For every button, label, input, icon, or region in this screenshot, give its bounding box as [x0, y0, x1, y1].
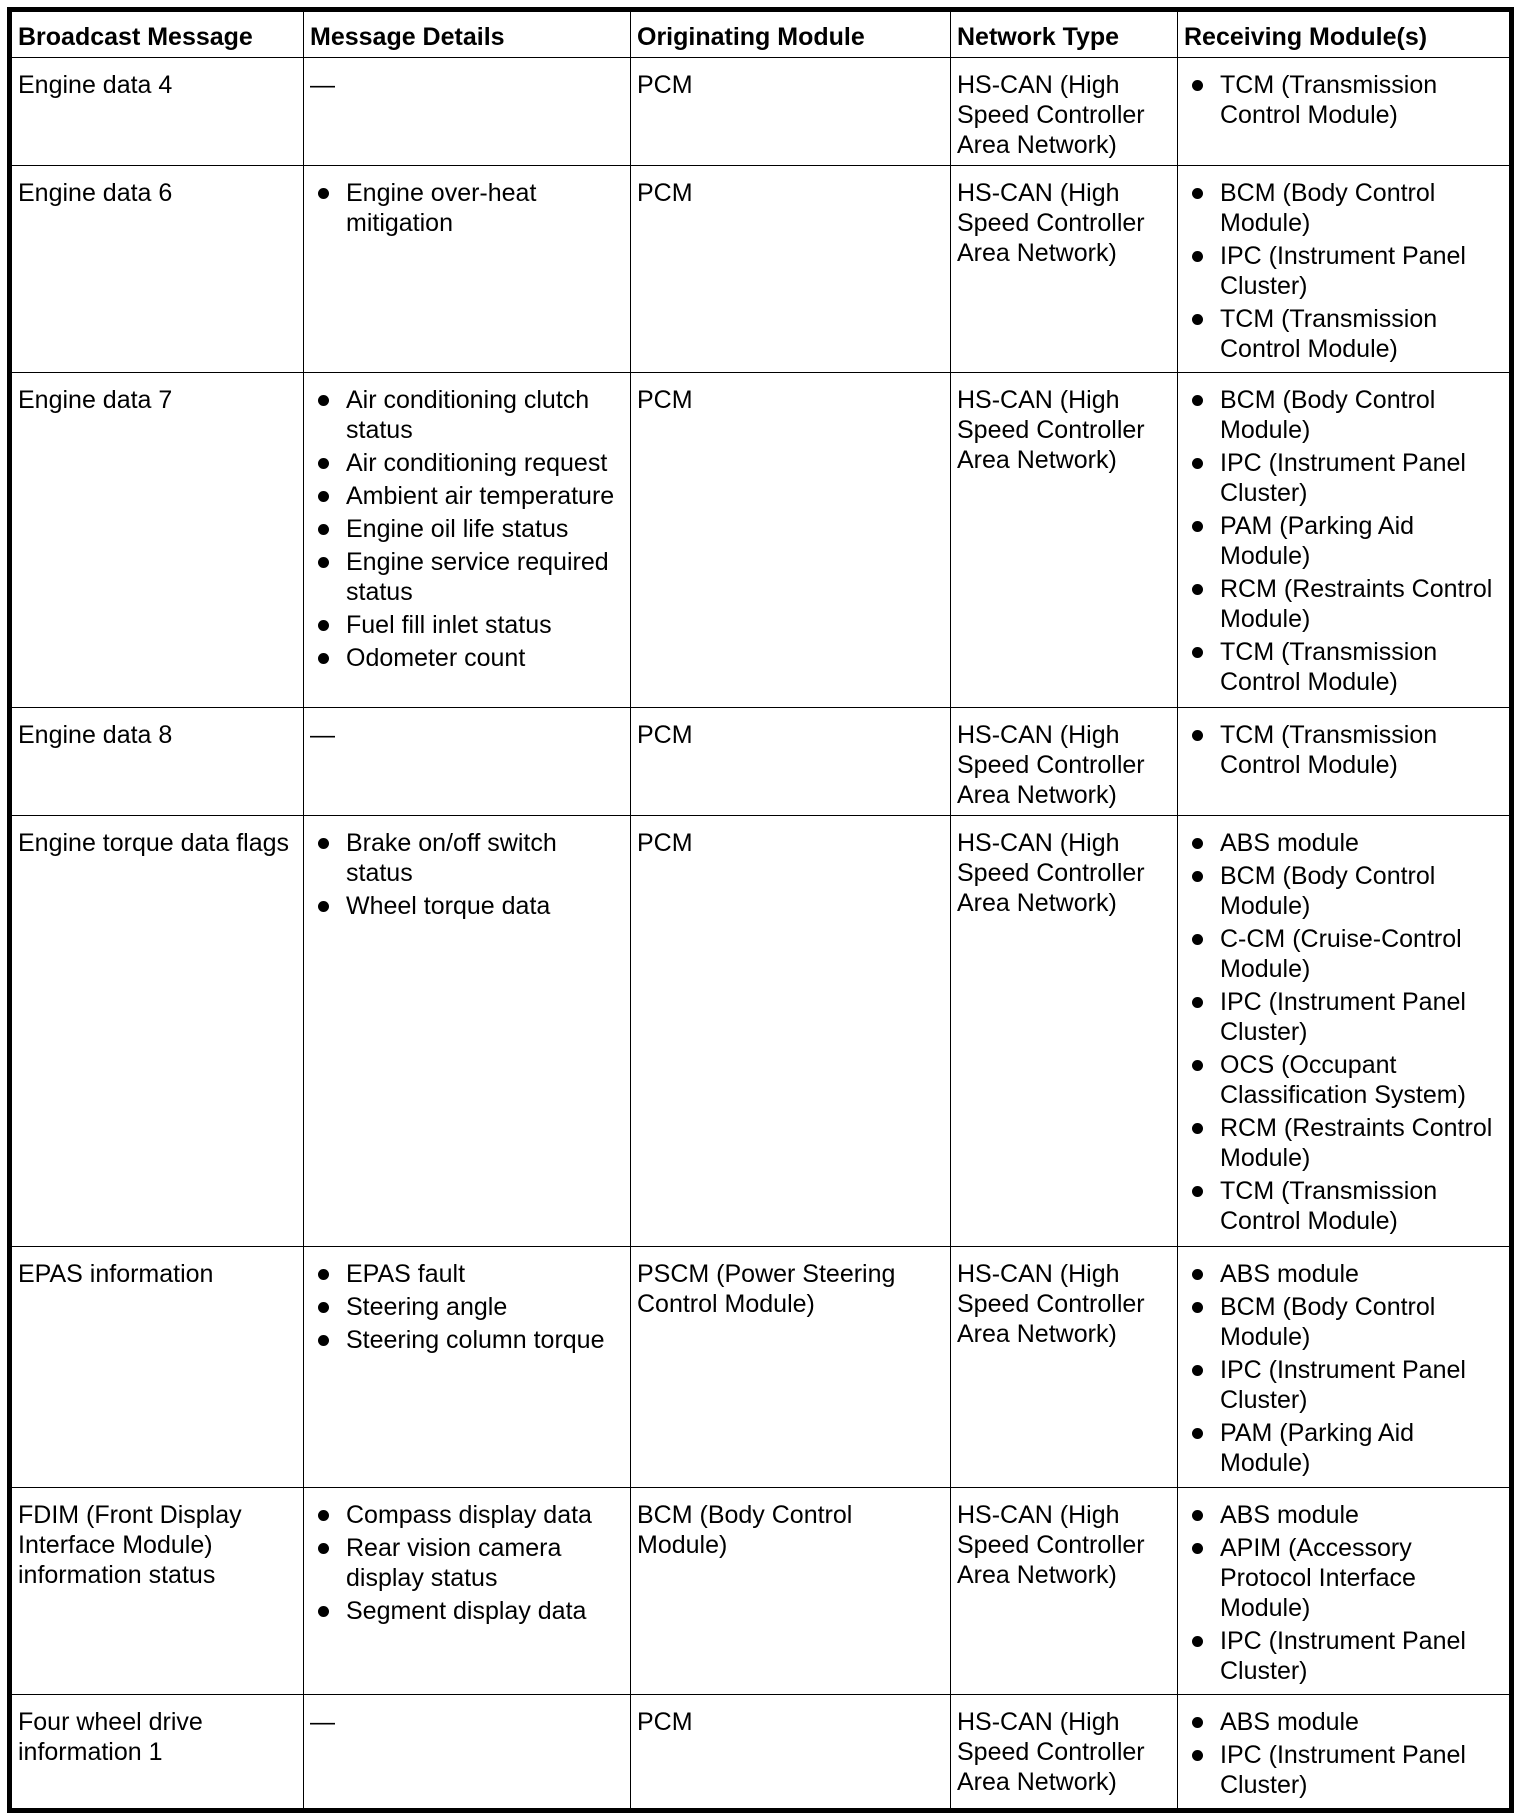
list-item: TCM (Transmission Control Module) — [1220, 70, 1503, 130]
list-item: Fuel fill inlet status — [346, 610, 624, 640]
header-row — [12, 12, 1510, 58]
network-type-cell: HS-CAN (High Speed Controller Area Network) — [951, 1695, 1178, 1809]
list-item: Rear vision camera display status — [346, 1533, 624, 1593]
receiving-modules-cell — [1178, 707, 1510, 815]
list-item: Ambient air temperature — [346, 481, 624, 511]
header-network-type: Network Type — [951, 12, 1178, 58]
originating-module-cell: PCM — [631, 707, 951, 815]
list-item: ABS module — [1220, 1500, 1503, 1530]
table-row — [12, 1487, 1510, 1695]
header-originating-module: Originating Module — [631, 12, 951, 58]
broadcast-message-table — [11, 11, 1510, 1809]
list-item: BCM (Body Control Module) — [1220, 385, 1503, 445]
originating-module-cell: BCM (Body Control Module) — [631, 1487, 951, 1695]
receiving-modules-cell-list — [1184, 1259, 1503, 1478]
receiving-modules-cell — [1178, 1246, 1510, 1487]
list-item: PAM (Parking Aid Module) — [1220, 1418, 1503, 1478]
table-row — [12, 815, 1510, 1246]
list-item: IPC (Instrument Panel Cluster) — [1220, 1740, 1503, 1800]
receiving-modules-cell-list — [1184, 1500, 1503, 1686]
message-details-cell-list — [310, 385, 624, 673]
list-item: PAM (Parking Aid Module) — [1220, 511, 1503, 571]
broadcast-message-cell: Engine data 7 — [12, 373, 304, 707]
empty-dash: — — [310, 720, 335, 749]
broadcast-message-cell: Engine data 8 — [12, 707, 304, 815]
list-item: Engine oil life status — [346, 514, 624, 544]
network-type-cell: HS-CAN (High Speed Controller Area Network) — [951, 815, 1178, 1246]
list-item: Compass display data — [346, 1500, 624, 1530]
message-details-cell — [304, 58, 631, 166]
receiving-modules-cell — [1178, 1695, 1510, 1809]
header-message-details: Message Details — [304, 12, 631, 58]
network-type-cell: HS-CAN (High Speed Controller Area Network) — [951, 1246, 1178, 1487]
receiving-modules-cell-list — [1184, 828, 1503, 1236]
list-item: OCS (Occupant Classification System) — [1220, 1050, 1503, 1110]
table-row — [12, 165, 1510, 373]
table-row — [12, 373, 1510, 707]
broadcast-message-cell: Engine data 4 — [12, 58, 304, 166]
originating-module-cell: PCM — [631, 373, 951, 707]
table-row — [12, 1246, 1510, 1487]
list-item: TCM (Transmission Control Module) — [1220, 720, 1503, 780]
list-item: TCM (Transmission Control Module) — [1220, 1176, 1503, 1236]
list-item: TCM (Transmission Control Module) — [1220, 637, 1503, 697]
broadcast-message-cell: FDIM (Front Display Interface Module) information status — [12, 1487, 304, 1695]
message-details-cell — [304, 1487, 631, 1695]
receiving-modules-cell-list — [1184, 385, 1503, 697]
receiving-modules-cell-list — [1184, 720, 1503, 780]
list-item: ABS module — [1220, 1707, 1503, 1737]
list-item: Air conditioning clutch status — [346, 385, 624, 445]
list-item: Engine service required status — [346, 547, 624, 607]
list-item: Odometer count — [346, 643, 624, 673]
broadcast-message-cell: EPAS information — [12, 1246, 304, 1487]
network-type-cell: HS-CAN (High Speed Controller Area Network) — [951, 165, 1178, 373]
list-item: Wheel torque data — [346, 891, 624, 921]
list-item: Brake on/off switch status — [346, 828, 624, 888]
header-broadcast-message: Broadcast Message — [12, 12, 304, 58]
message-details-cell — [304, 373, 631, 707]
message-details-cell — [304, 815, 631, 1246]
network-type-cell: HS-CAN (High Speed Controller Area Network) — [951, 373, 1178, 707]
list-item: C-CM (Cruise-Control Module) — [1220, 924, 1503, 984]
originating-module-cell: PCM — [631, 815, 951, 1246]
receiving-modules-cell-list — [1184, 70, 1503, 130]
table-row — [12, 58, 1510, 166]
list-item: Segment display data — [346, 1596, 624, 1626]
header-receiving-modules: Receiving Module(s) — [1178, 12, 1510, 58]
list-item: BCM (Body Control Module) — [1220, 861, 1503, 921]
broadcast-message-cell: Engine torque data flags — [12, 815, 304, 1246]
originating-module-cell: PCM — [631, 165, 951, 373]
list-item: IPC (Instrument Panel Cluster) — [1220, 448, 1503, 508]
list-item: IPC (Instrument Panel Cluster) — [1220, 987, 1503, 1047]
network-type-cell: HS-CAN (High Speed Controller Area Network) — [951, 1487, 1178, 1695]
list-item: Steering column torque — [346, 1325, 624, 1355]
list-item: Air conditioning request — [346, 448, 624, 478]
message-details-cell — [304, 165, 631, 373]
receiving-modules-cell — [1178, 165, 1510, 373]
network-type-cell: HS-CAN (High Speed Controller Area Network) — [951, 58, 1178, 166]
list-item: BCM (Body Control Module) — [1220, 1292, 1503, 1352]
list-item: Steering angle — [346, 1292, 624, 1322]
message-details-cell — [304, 1695, 631, 1809]
list-item: Engine over-heat mitigation — [346, 178, 624, 238]
receiving-modules-cell — [1178, 373, 1510, 707]
message-details-cell-list — [310, 1500, 624, 1626]
message-details-cell — [304, 707, 631, 815]
receiving-modules-cell — [1178, 815, 1510, 1246]
originating-module-cell: PSCM (Power Steering Control Module) — [631, 1246, 951, 1487]
list-item: IPC (Instrument Panel Cluster) — [1220, 1355, 1503, 1415]
message-details-cell-list — [310, 178, 624, 238]
broadcast-message-cell: Engine data 6 — [12, 165, 304, 373]
list-item: EPAS fault — [346, 1259, 624, 1289]
broadcast-message-table-frame — [7, 7, 1514, 1813]
message-details-cell — [304, 1246, 631, 1487]
receiving-modules-cell-list — [1184, 178, 1503, 364]
empty-dash: — — [310, 1708, 335, 1737]
message-details-cell-list — [310, 1259, 624, 1355]
list-item: IPC (Instrument Panel Cluster) — [1220, 1626, 1503, 1686]
message-details-cell-list — [310, 828, 624, 921]
receiving-modules-cell-list — [1184, 1707, 1503, 1800]
network-type-cell: HS-CAN (High Speed Controller Area Network) — [951, 707, 1178, 815]
list-item: IPC (Instrument Panel Cluster) — [1220, 241, 1503, 301]
empty-dash: — — [310, 71, 335, 99]
table-row — [12, 707, 1510, 815]
list-item: RCM (Restraints Control Module) — [1220, 574, 1503, 634]
receiving-modules-cell — [1178, 58, 1510, 166]
list-item: APIM (Accessory Protocol Interface Module) — [1220, 1533, 1503, 1623]
originating-module-cell: PCM — [631, 58, 951, 166]
list-item: BCM (Body Control Module) — [1220, 178, 1503, 238]
receiving-modules-cell — [1178, 1487, 1510, 1695]
originating-module-cell: PCM — [631, 1695, 951, 1809]
table-row — [12, 1695, 1510, 1809]
list-item: RCM (Restraints Control Module) — [1220, 1113, 1503, 1173]
list-item: ABS module — [1220, 1259, 1503, 1289]
list-item: TCM (Transmission Control Module) — [1220, 304, 1503, 364]
broadcast-message-cell: Four wheel drive information 1 — [12, 1695, 304, 1809]
list-item: ABS module — [1220, 828, 1503, 858]
